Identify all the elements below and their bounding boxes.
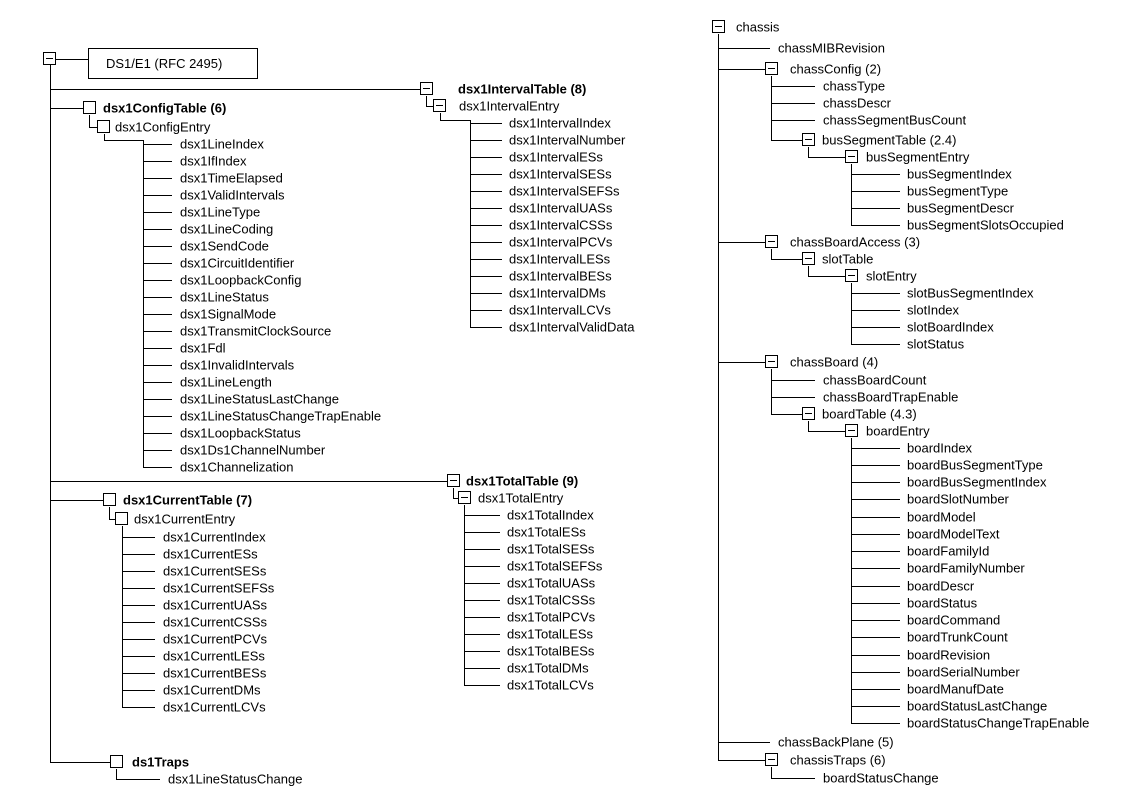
tree-node-label: boardBusSegmentIndex — [907, 474, 1047, 490]
connector-line — [771, 103, 815, 104]
tree-node-label: boardStatusLastChange — [907, 698, 1048, 714]
connector-line — [771, 259, 802, 260]
connector-line — [851, 499, 900, 500]
connector-line — [122, 656, 155, 657]
minus-icon — [423, 88, 430, 89]
connector-line — [109, 507, 110, 519]
connector-line — [464, 566, 500, 567]
connector-line — [808, 147, 809, 157]
tree-node-label: dsx1CurrentLESs — [163, 648, 265, 664]
connector-line — [851, 164, 852, 225]
connector-line — [122, 571, 155, 572]
tree-node-label: dsx1Fdl — [180, 340, 226, 356]
tree-node-label: dsx1IntervalUASs — [509, 200, 613, 216]
connector-line — [143, 212, 172, 213]
minus-icon — [436, 105, 443, 106]
tree-node-label: dsx1LoopbackStatus — [180, 425, 301, 441]
minus-icon — [848, 156, 855, 157]
tree-node-label: boardTable (4.3) — [822, 406, 917, 422]
connector-line — [808, 157, 845, 158]
collapse-toggle-box[interactable] — [765, 235, 778, 248]
connector-line — [143, 348, 172, 349]
collapse-toggle-box[interactable] — [765, 355, 778, 368]
tree-node-label: boardManufDate — [907, 681, 1004, 697]
connector-line — [718, 34, 719, 760]
minus-icon — [768, 759, 775, 760]
connector-line — [122, 554, 155, 555]
tree-node-label: dsx1IntervalCSSs — [509, 217, 613, 233]
connector-line — [426, 96, 427, 106]
connector-line — [771, 120, 815, 121]
tree-node-label: boardModelText — [907, 526, 1000, 542]
tree-node-label: dsx1IntervalSEFSs — [509, 183, 620, 199]
minus-icon — [805, 139, 812, 140]
tree-node-label: dsx1CurrentBESs — [163, 665, 267, 681]
tree-node-label: boardModel — [907, 509, 976, 525]
collapse-toggle-box[interactable] — [765, 62, 778, 75]
connector-line — [50, 762, 110, 763]
tree-node-label: boardFamilyNumber — [907, 560, 1025, 576]
tree-node-label: dsx1LineStatusChange — [168, 771, 303, 787]
tree-node-label: dsx1CurrentUASs — [163, 597, 268, 613]
minus-icon — [450, 480, 457, 481]
connector-line — [470, 208, 502, 209]
connector-line — [470, 327, 502, 328]
connector-line — [771, 249, 772, 259]
tree-node-label: busSegmentDescr — [907, 200, 1014, 216]
connector-line — [50, 89, 420, 90]
tree-node-label: slotEntry — [866, 268, 917, 284]
connector-line — [122, 605, 155, 606]
connector-line — [470, 293, 502, 294]
connector-line — [851, 672, 900, 673]
tree-node-label: boardSlotNumber — [907, 491, 1009, 507]
connector-line — [464, 685, 500, 686]
collapse-toggle-box[interactable] — [458, 491, 471, 504]
node-interval-table: dsx1IntervalTable (8) — [458, 81, 587, 97]
tree-node-label: chassBoardCount — [823, 372, 927, 388]
minus-icon — [768, 68, 775, 69]
connector-line — [143, 178, 172, 179]
minus-icon — [805, 413, 812, 414]
connector-line — [464, 549, 500, 550]
tree-node-label: dsx1SignalMode — [180, 306, 277, 322]
node-toggle-box[interactable] — [103, 493, 116, 506]
connector-line — [851, 689, 900, 690]
connector-line — [50, 65, 51, 762]
tree-node-label: dsx1LineType — [180, 204, 261, 220]
connector-line — [808, 431, 845, 432]
tree-node-label: slotBoardIndex — [907, 319, 994, 335]
connector-line — [851, 723, 900, 724]
connector-line — [122, 588, 155, 589]
tree-node-label: dsx1CurrentCSSs — [163, 614, 268, 630]
connector-line — [851, 603, 900, 604]
tree-node-label: dsx1ValidIntervals — [180, 187, 285, 203]
connector-line — [464, 651, 500, 652]
tree-node-label: dsx1Ds1ChannelNumber — [180, 442, 326, 458]
connector-line — [771, 76, 772, 140]
minus-icon — [715, 26, 722, 27]
connector-line — [851, 310, 900, 311]
connector-line — [771, 397, 815, 398]
connector-line — [470, 276, 502, 277]
connector-line — [808, 276, 845, 277]
minus-icon — [461, 497, 468, 498]
tree-node-label: dsx1CurrentESs — [163, 546, 258, 562]
connector-line — [771, 380, 815, 381]
connector-line — [143, 161, 172, 162]
connector-line — [143, 297, 172, 298]
connector-line — [470, 225, 502, 226]
root-node-box — [88, 48, 258, 79]
tree-node-label: dsx1TotalDMs — [507, 660, 589, 676]
connector-line — [470, 191, 502, 192]
tree-node-label: chassisTraps (6) — [790, 752, 886, 768]
tree-node-label: busSegmentIndex — [907, 166, 1012, 182]
tree-node-label: chassBoardTrapEnable — [823, 389, 959, 405]
connector-line — [122, 622, 155, 623]
node-total-entry: dsx1TotalEntry — [478, 490, 564, 506]
tree-node-label: dsx1TotalLESs — [507, 626, 593, 642]
tree-node-label: dsx1CurrentSEFSs — [163, 580, 275, 596]
connector-line — [851, 534, 900, 535]
connector-line — [464, 532, 500, 533]
tree-node-label: dsx1LineStatusChangeTrapEnable — [180, 408, 382, 424]
connector-line — [464, 617, 500, 618]
connector-line — [426, 106, 433, 107]
connector-line — [771, 767, 772, 778]
minus-icon — [46, 58, 53, 59]
connector-line — [143, 450, 172, 451]
connector-line — [851, 293, 900, 294]
connector-line — [718, 362, 765, 363]
node-current-table: dsx1CurrentTable (7) — [123, 492, 253, 508]
tree-node-label: dsx1IntervalLCVs — [509, 302, 611, 318]
connector-line — [143, 399, 172, 400]
connector-line — [104, 140, 143, 141]
collapse-toggle-box[interactable] — [712, 20, 725, 33]
tree-node-label: dsx1TotalSEFSs — [507, 558, 603, 574]
tree-node-label: busSegmentSlotsOccupied — [907, 217, 1064, 233]
tree-node-label: dsx1TotalESs — [507, 524, 586, 540]
connector-line — [851, 482, 900, 483]
connector-line — [143, 331, 172, 332]
connector-line — [143, 280, 172, 281]
tree-node-label: slotTable — [822, 251, 874, 267]
connector-line — [851, 174, 900, 175]
connector-line — [122, 537, 155, 538]
connector-line — [808, 421, 809, 431]
tree-node-label: chassBoard (4) — [790, 354, 879, 370]
connector-line — [464, 515, 500, 516]
connector-line — [453, 488, 454, 498]
tree-node-label: boardStatusChangeTrapEnable — [907, 715, 1090, 731]
connector-line — [122, 639, 155, 640]
connector-line — [470, 259, 502, 260]
node-total-table: dsx1TotalTable (9) — [466, 473, 579, 489]
connector-line — [143, 195, 172, 196]
connector-line — [470, 310, 502, 311]
tree-node-label: dsx1CurrentDMs — [163, 682, 261, 698]
tree-node-label: boardCommand — [907, 612, 1001, 628]
connector-line — [464, 634, 500, 635]
connector-line — [851, 586, 900, 587]
connector-line — [851, 225, 900, 226]
connector-line — [122, 707, 155, 708]
connector-line — [851, 191, 900, 192]
collapse-toggle-box[interactable] — [420, 82, 433, 95]
tree-node-label: chassType — [823, 78, 886, 94]
connector-line — [89, 127, 97, 128]
tree-node-label: dsx1LineLength — [180, 374, 272, 390]
connector-line — [851, 448, 900, 449]
collapse-toggle-box[interactable] — [433, 99, 446, 112]
connector-line — [718, 69, 765, 70]
connector-line — [851, 465, 900, 466]
node-traps-group: ds1Traps — [132, 754, 190, 770]
tree-node-label: dsx1IfIndex — [180, 153, 247, 169]
connector-line — [808, 266, 809, 276]
connector-line — [718, 242, 765, 243]
tree-node-label: dsx1TimeElapsed — [180, 170, 283, 186]
tree-node-label: dsx1LineStatus — [180, 289, 269, 305]
connector-line — [50, 481, 447, 482]
connector-line — [143, 433, 172, 434]
connector-line — [851, 706, 900, 707]
connector-line — [718, 760, 765, 761]
connector-line — [143, 263, 172, 264]
tree-node-label: dsx1IntervalBESs — [509, 268, 612, 284]
connector-line — [122, 673, 155, 674]
connector-line — [440, 120, 470, 121]
minus-icon — [768, 361, 775, 362]
tree-node-label: dsx1IntervalValidData — [509, 319, 635, 335]
minus-icon — [848, 430, 855, 431]
connector-line — [771, 778, 815, 779]
connector-line — [851, 344, 900, 345]
minus-icon — [805, 258, 812, 259]
connector-line — [143, 382, 172, 383]
connector-line — [464, 668, 500, 669]
tree-node-label: dsx1CurrentIndex — [163, 529, 266, 545]
root-node-label: DS1/E1 (RFC 2495) — [106, 56, 223, 71]
tree-node-label: dsx1LineStatusLastChange — [180, 391, 340, 407]
tree-node-label: dsx1CurrentSESs — [163, 563, 267, 579]
tree-node-label: boardStatus — [907, 595, 978, 611]
tree-node-label: slotBusSegmentIndex — [907, 285, 1034, 301]
tree-node-label: dsx1TransmitClockSource — [180, 323, 332, 339]
collapse-toggle-box[interactable] — [447, 474, 460, 487]
node-current-entry: dsx1CurrentEntry — [134, 511, 236, 527]
collapse-toggle-box[interactable] — [802, 252, 815, 265]
tree-node-label: dsx1IntervalESs — [509, 149, 603, 165]
connector-line — [464, 583, 500, 584]
tree-node-label: chassMIBRevision — [778, 40, 885, 56]
tree-node-label: dsx1TotalCSSs — [507, 592, 596, 608]
node-config-table: dsx1ConfigTable (6) — [103, 100, 227, 116]
tree-node-label: dsx1SendCode — [180, 238, 269, 254]
tree-node-label: dsx1TotalIndex — [507, 507, 594, 523]
connector-line — [56, 59, 88, 60]
tree-node-label: chassBackPlane (5) — [778, 734, 894, 750]
tree-node-label: dsx1CurrentPCVs — [163, 631, 268, 647]
collapse-toggle-box[interactable] — [43, 52, 56, 65]
tree-node-label: dsx1CircuitIdentifier — [180, 255, 295, 271]
tree-node-label: dsx1TotalSESs — [507, 541, 595, 557]
connector-line — [470, 157, 502, 158]
connector-line — [50, 500, 103, 501]
node-config-entry: dsx1ConfigEntry — [115, 119, 211, 135]
minus-icon — [848, 275, 855, 276]
connector-line — [143, 229, 172, 230]
connector-line — [771, 414, 802, 415]
connector-line — [143, 467, 172, 468]
connector-line — [851, 208, 900, 209]
tree-node-label: dsx1TotalPCVs — [507, 609, 596, 625]
connector-line — [851, 517, 900, 518]
connector-line — [440, 113, 441, 120]
tree-node-label: chassis — [736, 19, 780, 35]
tree-node-label: busSegmentEntry — [866, 149, 970, 165]
collapse-toggle-box[interactable] — [802, 407, 815, 420]
connector-line — [851, 551, 900, 552]
tree-node-label: dsx1Channelization — [180, 459, 294, 475]
connector-line — [470, 123, 502, 124]
tree-node-label: busSegmentTable (2.4) — [822, 132, 957, 148]
connector-line — [464, 600, 500, 601]
connector-line — [122, 690, 155, 691]
collapse-toggle-box[interactable] — [845, 424, 858, 437]
tree-node-label: dsx1IntervalDMs — [509, 285, 606, 301]
connector-line — [470, 120, 471, 327]
connector-line — [771, 140, 802, 141]
tree-node-label: boardFamilyId — [907, 543, 990, 559]
connector-line — [143, 365, 172, 366]
tree-node-label: slotStatus — [907, 336, 965, 352]
tree-node-label: chassBoardAccess (3) — [790, 234, 921, 250]
node-toggle-box[interactable] — [115, 512, 128, 525]
tree-node-label: dsx1IntervalNumber — [509, 132, 626, 148]
tree-node-label: slotIndex — [907, 302, 960, 318]
tree-node-label: boardIndex — [907, 440, 973, 456]
connector-line — [851, 620, 900, 621]
collapse-toggle-box[interactable] — [765, 753, 778, 766]
connector-line — [143, 246, 172, 247]
tree-node-label: dsx1InvalidIntervals — [180, 357, 295, 373]
tree-node-label: dsx1IntervalIndex — [509, 115, 611, 131]
connector-line — [470, 242, 502, 243]
connector-line — [50, 108, 83, 109]
tree-node-label: boardDescr — [907, 578, 975, 594]
connector-line — [851, 568, 900, 569]
tree-node-label: boardSerialNumber — [907, 664, 1020, 680]
node-toggle-box[interactable] — [110, 755, 123, 768]
tree-node-label: dsx1IntervalLESs — [509, 251, 611, 267]
connector-line — [851, 327, 900, 328]
connector-line — [143, 416, 172, 417]
tree-node-label: dsx1TotalLCVs — [507, 677, 594, 693]
connector-line — [89, 115, 90, 127]
tree-node-label: chassSegmentBusCount — [823, 112, 967, 128]
collapse-toggle-box[interactable] — [845, 150, 858, 163]
tree-node-label: dsx1LineCoding — [180, 221, 274, 237]
connector-line — [143, 144, 172, 145]
connector-line — [771, 86, 815, 87]
connector-line — [470, 140, 502, 141]
tree-node-label: dsx1TotalBESs — [507, 643, 595, 659]
tree-node-label: dsx1IntervalPCVs — [509, 234, 613, 250]
connector-line — [851, 283, 852, 344]
connector-line — [143, 314, 172, 315]
tree-node-label: boardBusSegmentType — [907, 457, 1043, 473]
tree-node-label: boardRevision — [907, 647, 991, 663]
node-toggle-box[interactable] — [97, 120, 110, 133]
minus-icon — [768, 241, 775, 242]
tree-node-label: chassConfig (2) — [790, 61, 882, 77]
collapse-toggle-box[interactable] — [802, 133, 815, 146]
node-toggle-box[interactable] — [83, 101, 96, 114]
connector-line — [718, 48, 770, 49]
collapse-toggle-box[interactable] — [845, 269, 858, 282]
node-interval-entry: dsx1IntervalEntry — [459, 98, 560, 114]
connector-line — [851, 438, 852, 723]
connector-line — [116, 779, 160, 780]
connector-line — [470, 174, 502, 175]
tree-node-label: boardTrunkCount — [907, 629, 1008, 645]
connector-line — [143, 140, 144, 467]
tree-node-label: chassDescr — [823, 95, 891, 111]
tree-node-label: boardStatusChange — [823, 770, 939, 786]
tree-node-label: boardEntry — [866, 423, 930, 439]
connector-line — [116, 769, 117, 779]
connector-line — [718, 742, 770, 743]
tree-node-label: busSegmentType — [907, 183, 1009, 199]
connector-line — [851, 637, 900, 638]
tree-node-label: dsx1TotalUASs — [507, 575, 596, 591]
tree-node-label: dsx1LoopbackConfig — [180, 272, 302, 288]
connector-line — [771, 369, 772, 414]
connector-line — [851, 655, 900, 656]
tree-node-label: dsx1IntervalSESs — [509, 166, 612, 182]
tree-node-label: dsx1LineIndex — [180, 136, 264, 152]
tree-node-label: dsx1CurrentLCVs — [163, 699, 266, 715]
